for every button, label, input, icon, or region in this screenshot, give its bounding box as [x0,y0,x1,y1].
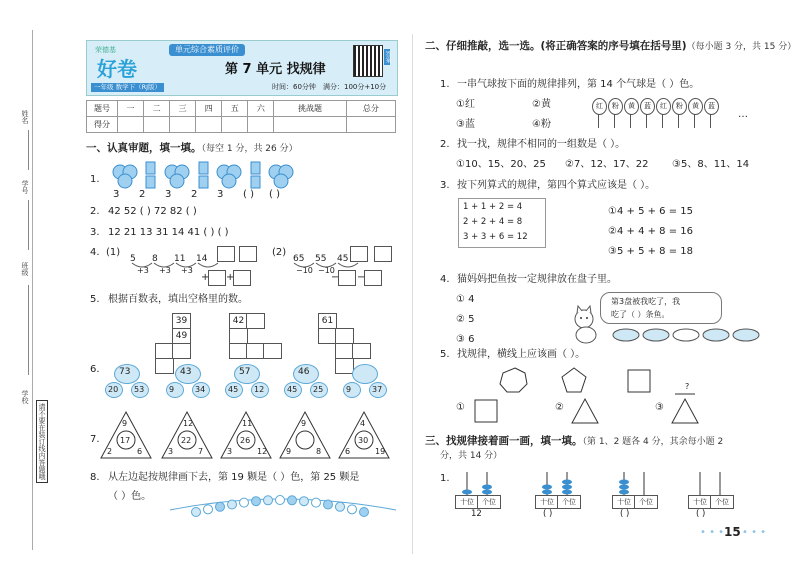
q8-number: 8. [90,472,100,483]
q5-number: 5. [90,294,100,305]
hundred-chart-cell: 61 [318,313,337,329]
q6-number: 6. [90,364,100,375]
bead-icon [216,502,225,511]
balloon-icon: 粉 [672,98,687,115]
bead-icon [360,508,369,517]
bead-icon [204,505,213,514]
q4-right-seq-number: 65 [293,254,305,264]
q7-center-value: 26 [240,436,251,445]
q3-number: 3. [90,227,100,238]
q1-label: 2 [139,189,146,200]
s2-q2-option[interactable]: ③5、8、11、14 [672,159,750,170]
balloon-string [710,114,711,128]
time-label: 时间：60分钟 [272,83,316,91]
margin-school-label: 学校 [21,390,29,404]
q6-balloon[interactable] [352,364,378,384]
brand-logo: 荣德基 好卷 [95,46,137,81]
square-shape [628,370,650,392]
q2-number: 2. [90,206,100,217]
series-label: 单元综合素质评价 [169,44,245,56]
q4-right-minus-2: − [357,272,366,283]
bead-icon [288,496,297,505]
q1-label: 2 [191,189,198,200]
balloon-string [614,114,615,128]
s2-q5-question-mark: ? [685,382,690,391]
abacus-value[interactable]: ( ) [543,509,553,519]
bead-icon [336,502,345,511]
q4-left-plus-2: + [226,272,235,283]
q4-left-seq-number: 11 [174,254,186,264]
q6-balloon-value: 73 [119,367,131,377]
q4-right-step: −10 [296,266,313,275]
hundred-chart-blank[interactable] [335,328,354,344]
bead-icon [240,498,249,507]
abacus-tens-label: 十位 [612,495,636,509]
hundred-chart-blank[interactable] [246,313,265,329]
section2-title: 二、仔细推敲，选一选。(将正确答案的序号填在括号里)（每小题 3 分，共 15 分） [425,40,797,52]
s2-q3-option[interactable]: ③5 + 5 + 8 = 18 [608,246,693,257]
q4-right-seq-number: 55 [315,254,327,264]
score-input-cell[interactable] [118,117,144,133]
s2-q5-option-label[interactable]: ① [456,402,465,413]
q4-left-tag: (1) [106,247,121,258]
abacus-tens-label: 十位 [688,495,712,509]
page-dots-left: • • • [700,527,725,538]
q7-right-value: 19 [375,447,386,456]
s2-q5-number: 5. [440,349,450,360]
q7-left-value: 6 [345,447,351,456]
bead-icon [228,500,237,509]
score-input-cell[interactable] [346,117,395,133]
s2-q2-option[interactable]: ②7、12、17、22 [565,159,649,170]
s2-q5-option-label[interactable]: ③ [655,402,664,413]
score-header-cell: 五 [222,101,248,117]
s3-q1-number: 1. [440,473,450,484]
q5-text: 根据百数表，填出空格里的数。 [108,294,248,305]
pentagon-shape [562,368,586,392]
q1-label: 3 [217,189,224,200]
q4-left-step: +3 [181,266,193,275]
q7-center-value: 17 [120,436,131,445]
s2-q4-option[interactable]: ② 5 [456,314,475,325]
s2-q5-options [470,397,700,427]
abacus-ones-label: 个位 [634,495,658,509]
s2-q4-cat-plates [568,305,768,345]
q4-right-tag: (2) [272,247,287,258]
s2-q3-given-equation: 1 + 1 + 2 = 4 [463,202,523,212]
hundred-chart-blank[interactable] [172,343,191,359]
bead-icon [324,500,333,509]
q1-label: 3 [165,189,172,200]
bead-icon [276,496,285,505]
s2-q4-text: 猫妈妈把鱼按一定规律放在盘子里。 [457,274,617,285]
balloon-icon: 红 [656,98,671,115]
grade-label: 一年级 数学下（RJ版） [91,83,164,92]
option1-square [475,400,497,422]
q6-left-value: 45 [228,385,239,394]
q7-top-value: 9 [122,419,128,428]
bead-icon [252,497,261,506]
s2-q1-text: 一串气球按下面的规律排列，第 14 个气球是（ ）色。 [457,79,700,90]
s2-q4-number: 4. [440,274,450,285]
q8-bead-string [168,494,398,522]
q4-left-seq-number: 5 [130,254,136,264]
balloon-string [662,114,663,128]
q4-right-seq-number: 45 [337,254,349,264]
s2-q2-text: 找一找，规律不相同的一组数是（ ）。 [457,139,626,150]
plate-icon [643,329,669,341]
hundred-chart-cell: 49 [172,328,191,344]
balloon-icon: 蓝 [640,98,655,115]
score-input-cell[interactable] [144,117,170,133]
q4-left-step: +3 [159,266,171,275]
margin-name-label: 姓名 [21,110,29,124]
balloon-string [630,114,631,128]
q6-balloon-value: 57 [239,367,251,377]
score-input-cell[interactable] [248,117,274,133]
q6-right-value: 53 [134,385,145,394]
bead-icon [192,508,201,517]
abacus-ones-label: 个位 [710,495,734,509]
balloon-icon: 蓝 [704,98,719,115]
plate-icon [733,329,759,341]
s2-q1-ellipsis: … [738,109,748,120]
q7-right-value: 8 [316,447,322,456]
q4-right-step: −10 [318,266,335,275]
abacus-tens-label: 十位 [535,495,559,509]
q4-left-plus-1: + [201,272,210,283]
option2-triangle [572,399,598,423]
s2-q4-option[interactable]: ③ 6 [456,334,475,345]
score-header-cell: 题号 [87,101,118,117]
q6-left-value: 20 [108,385,119,394]
q7-top-value: 9 [301,419,307,428]
s2-q1-option[interactable]: ②黄 [532,99,551,110]
margin-notice: 请不要在装订线内答题哦 [36,400,48,483]
section1-title: 一、认真审题，填一填。（每空 1 分，共 26 分） [86,142,298,154]
s2-q1-option[interactable]: ①红 [456,99,475,110]
score-input-cell[interactable] [170,117,196,133]
score-row-label: 得分 [87,117,118,133]
q2-text: 42 52 ( ) 72 82 ( ) [108,206,197,217]
unit-title: 第 7 单元 找规律 [225,62,326,77]
q7-left-value: 3 [227,447,233,456]
q7-center-value: 30 [358,436,369,445]
s2-q5-text: 找规律，横线上应该画（ ）。 [457,349,586,360]
q1-label: 3 [113,189,120,200]
s2-q1-option[interactable]: ③蓝 [456,119,475,130]
q7-number: 7. [90,434,100,445]
hundred-chart-blank[interactable] [263,343,282,359]
q6-left-value: 45 [287,385,298,394]
q6-right-value: 34 [195,385,206,394]
q7-right-value: 7 [198,447,204,456]
score-header-cell: 六 [248,101,274,117]
score-header-cell: 三 [170,101,196,117]
plate-icon [613,329,639,341]
s2-q3-given-equation: 3 + 3 + 6 = 12 [463,232,528,242]
balloon-string [646,114,647,128]
page-number: 15 [724,525,741,539]
s2-q1-number: 1. [440,79,450,90]
abacus-ones-label: 个位 [477,495,501,509]
s2-q5-option-label[interactable]: ② [555,402,564,413]
score-input-cell[interactable] [196,117,222,133]
bead-icon [264,496,273,505]
q7-center-value: 22 [181,436,192,445]
s2-q3-option[interactable]: ②4 + 4 + 8 = 16 [608,226,693,237]
s2-q2-option[interactable]: ①10、15、20、25 [456,159,546,170]
balloon-string [598,114,599,128]
s2-q3-text: 按下列算式的规律，第四个算式应该是（ ）。 [457,180,656,191]
q4-right-minus-1: − [331,272,340,283]
s2-q4-option[interactable]: ① 4 [456,294,475,305]
s2-q3-option[interactable]: ①4 + 5 + 6 = 15 [608,206,693,217]
q7-right-value: 6 [137,447,143,456]
option3-triangle [672,399,698,423]
score-table [86,100,396,133]
score-header-cell: 总分 [346,101,395,117]
page-dots-right: • • • [742,527,767,538]
hundred-chart-blank[interactable] [229,328,248,344]
q4-left-seq-number: 14 [196,254,208,264]
hundred-chart-cell: 42 [229,313,248,329]
full-score-label: 满分：100分+10分 [323,83,387,91]
hundred-chart-blank[interactable] [155,358,174,374]
score-header-cell: 四 [196,101,222,117]
s2-q2-number: 2. [440,139,450,150]
abacus-value[interactable]: ( ) [696,509,706,519]
s2-q1-option[interactable]: ④粉 [532,119,551,130]
q8-line1: 从左边起按规律画下去，第 19 颗是（ ）色，第 25 颗是 [108,472,360,483]
abacus-value: 12 [471,509,482,519]
q7-left-value: 2 [107,447,113,456]
abacus-value[interactable]: ( ) [620,509,630,519]
margin-id-label: 学号 [21,180,29,194]
q6-right-value: 12 [254,385,265,394]
q6-right-value: 25 [313,385,324,394]
hundred-chart-cell: 39 [172,313,191,329]
balloon-icon: 黄 [624,98,639,115]
section3-note2: 分，共 14 分） [440,451,503,461]
s2-q5-sequence [495,364,695,398]
score-header-cell: 一 [118,101,144,117]
score-header-cell: 二 [144,101,170,117]
q6-left-value: 9 [346,385,352,394]
q8-line2: （ ）色。 [108,491,152,502]
q7-left-value: 9 [286,447,292,456]
balloon-icon: 粉 [608,98,623,115]
balloon-icon: 黄 [688,98,703,115]
score-input-cell[interactable] [222,117,248,133]
plate-icon [673,329,699,341]
q7-top-value: 12 [183,419,194,428]
q6-balloon-value: 43 [180,367,192,377]
q7-left-value: 3 [168,447,174,456]
q7-right-value: 12 [257,447,268,456]
bead-icon [300,497,309,506]
q1-label[interactable]: ( ) [269,189,280,200]
q1-number: 1. [90,174,100,185]
q6-left-value: 9 [169,385,175,394]
q6-balloon-value: 46 [298,367,310,377]
plate-icon [703,329,729,341]
score-input-cell[interactable] [274,117,346,133]
q4-number: 4. [90,247,100,258]
bead-icon [312,498,321,507]
balloon-string [694,114,695,128]
hundred-chart-blank[interactable] [352,343,371,359]
s2-q3-given-equation: 2 + 2 + 4 = 8 [463,217,523,227]
margin-class-label: 班级 [21,262,29,276]
q4-left-seq-number: 8 [152,254,158,264]
bead-icon [348,505,357,514]
balloon-icon: 红 [592,98,607,115]
q7-top-value: 11 [242,419,253,428]
q3-text: 12 21 13 31 14 41 ( ) ( ) [108,227,229,238]
abacus-ones-label: 个位 [557,495,581,509]
q4-left-step: +3 [137,266,149,275]
s2-q3-number: 3. [440,180,450,191]
qr-label: 答案 [384,51,391,63]
abacus-tens-label: 十位 [455,495,479,509]
q4-arcs [128,258,388,277]
s2-q4-speech-bubble: 第3盘被我吃了，我 吃了（ ）条鱼。 [600,292,722,324]
q6-right-value: 37 [372,385,383,394]
section3-title: 三、找规律接着画一画，填一填。（第 1、2 题各 4 分，其余每小题 2 [425,435,724,447]
unit-header [86,40,398,96]
balloon-string [678,114,679,128]
cat-icon [575,306,596,343]
q7-top-value: 4 [360,419,366,428]
hexagon-shape [500,368,527,392]
score-header-cell: 挑战题 [274,101,346,117]
qr-code[interactable] [353,45,383,77]
q1-label[interactable]: ( ) [243,189,254,200]
